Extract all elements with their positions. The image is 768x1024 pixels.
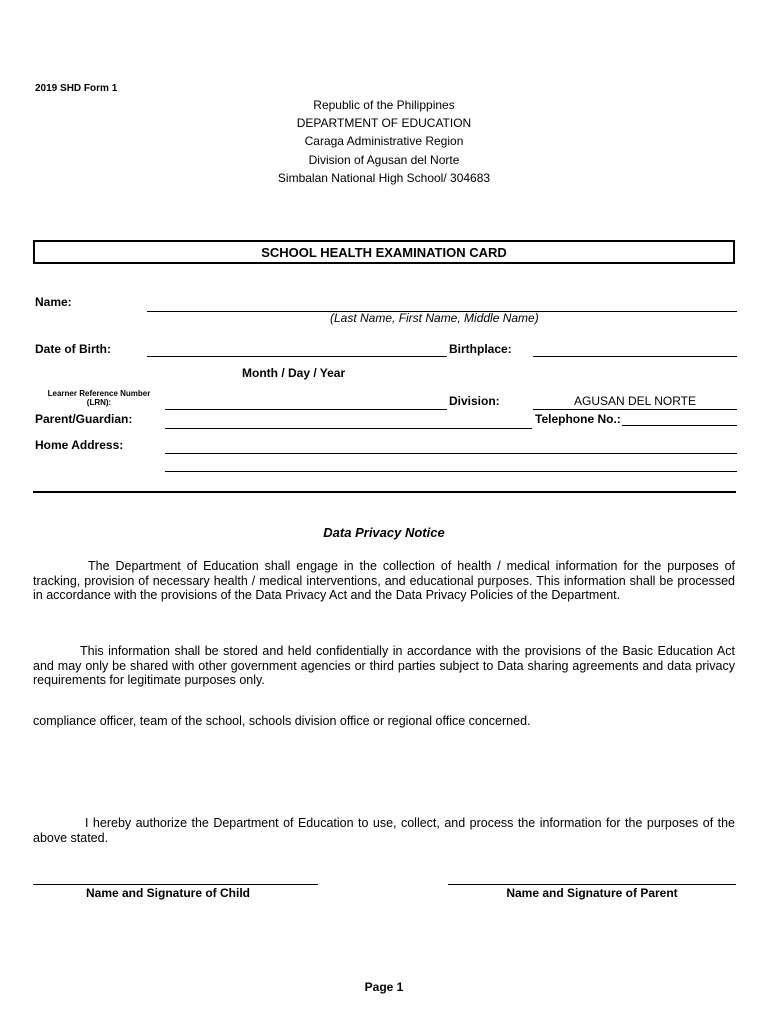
dob-label: Date of Birth: xyxy=(35,342,111,356)
notice-paragraph-2: This information shall be stored and held confidentially in accordance with the provisions of the Basic Education Act and may only be shared with other government agencies or third parties subject to Data sharing agreements and data privacy requirements for legitimate purposes only. xyxy=(33,644,735,687)
section-divider xyxy=(33,491,736,493)
parent-label: Parent/Guardian: xyxy=(35,412,133,426)
division-label: Division: xyxy=(449,394,500,408)
notice-cut-line-text: compliance officer, team of the school, schools division office or regional office concerned. xyxy=(33,714,531,728)
header-republic: Republic of the Philippines xyxy=(313,98,455,112)
child-signature-label: Name and Signature of Child xyxy=(85,886,250,900)
header-division: Division of Agusan del Norte xyxy=(308,153,460,167)
birthplace-field[interactable] xyxy=(533,356,737,357)
division-value: AGUSAN DEL NORTE xyxy=(573,394,697,408)
name-hint: (Last Name, First Name, Middle Name) xyxy=(330,311,539,325)
lrn-label: Learner Reference Number (LRN): xyxy=(47,389,151,407)
parent-field[interactable] xyxy=(165,428,532,429)
form-code: 2019 SHD Form 1 xyxy=(35,83,118,94)
notice-paragraph-1: The Department of Education shall engage in the collection of health / medical information for the purposes of tracking, provision of necessary health / medical interventions, and educational purposes. This information shall be processed in accordance with the provisions of the Data Privacy Act and the Data Privacy Policies of the Department. xyxy=(33,559,735,602)
notice-authorization: I hereby authorize the Department of Education to use, collect, and process the information for the purposes of the above stated. xyxy=(33,816,735,845)
address-field-line2[interactable] xyxy=(165,471,737,472)
address-field-line1[interactable] xyxy=(165,453,737,454)
address-label: Home Address: xyxy=(35,438,124,452)
dob-hint: Month / Day / Year xyxy=(242,366,346,380)
name-label: Name: xyxy=(35,295,72,309)
header-school: Simbalan National High School/ 304683 xyxy=(277,171,491,185)
header-department: DEPARTMENT OF EDUCATION xyxy=(296,116,472,130)
form-title-text: SCHOOL HEALTH EXAMINATION CARD xyxy=(261,244,507,260)
notice-title: Data Privacy Notice xyxy=(323,525,445,540)
form-title xyxy=(33,240,735,264)
notice-cut-line xyxy=(33,714,735,736)
parent-signature-label: Name and Signature of Parent xyxy=(506,886,678,900)
child-signature-line[interactable] xyxy=(33,884,318,885)
birthplace-label: Birthplace: xyxy=(449,342,512,356)
telephone-field[interactable] xyxy=(622,425,737,426)
lrn-field[interactable] xyxy=(165,409,447,410)
page-number: Page 1 xyxy=(364,980,404,994)
dob-field[interactable] xyxy=(147,356,447,357)
parent-signature-line[interactable] xyxy=(448,884,736,885)
division-field[interactable] xyxy=(533,409,737,410)
telephone-label: Telephone No.: xyxy=(535,412,621,426)
header-region: Caraga Administrative Region xyxy=(304,134,464,148)
